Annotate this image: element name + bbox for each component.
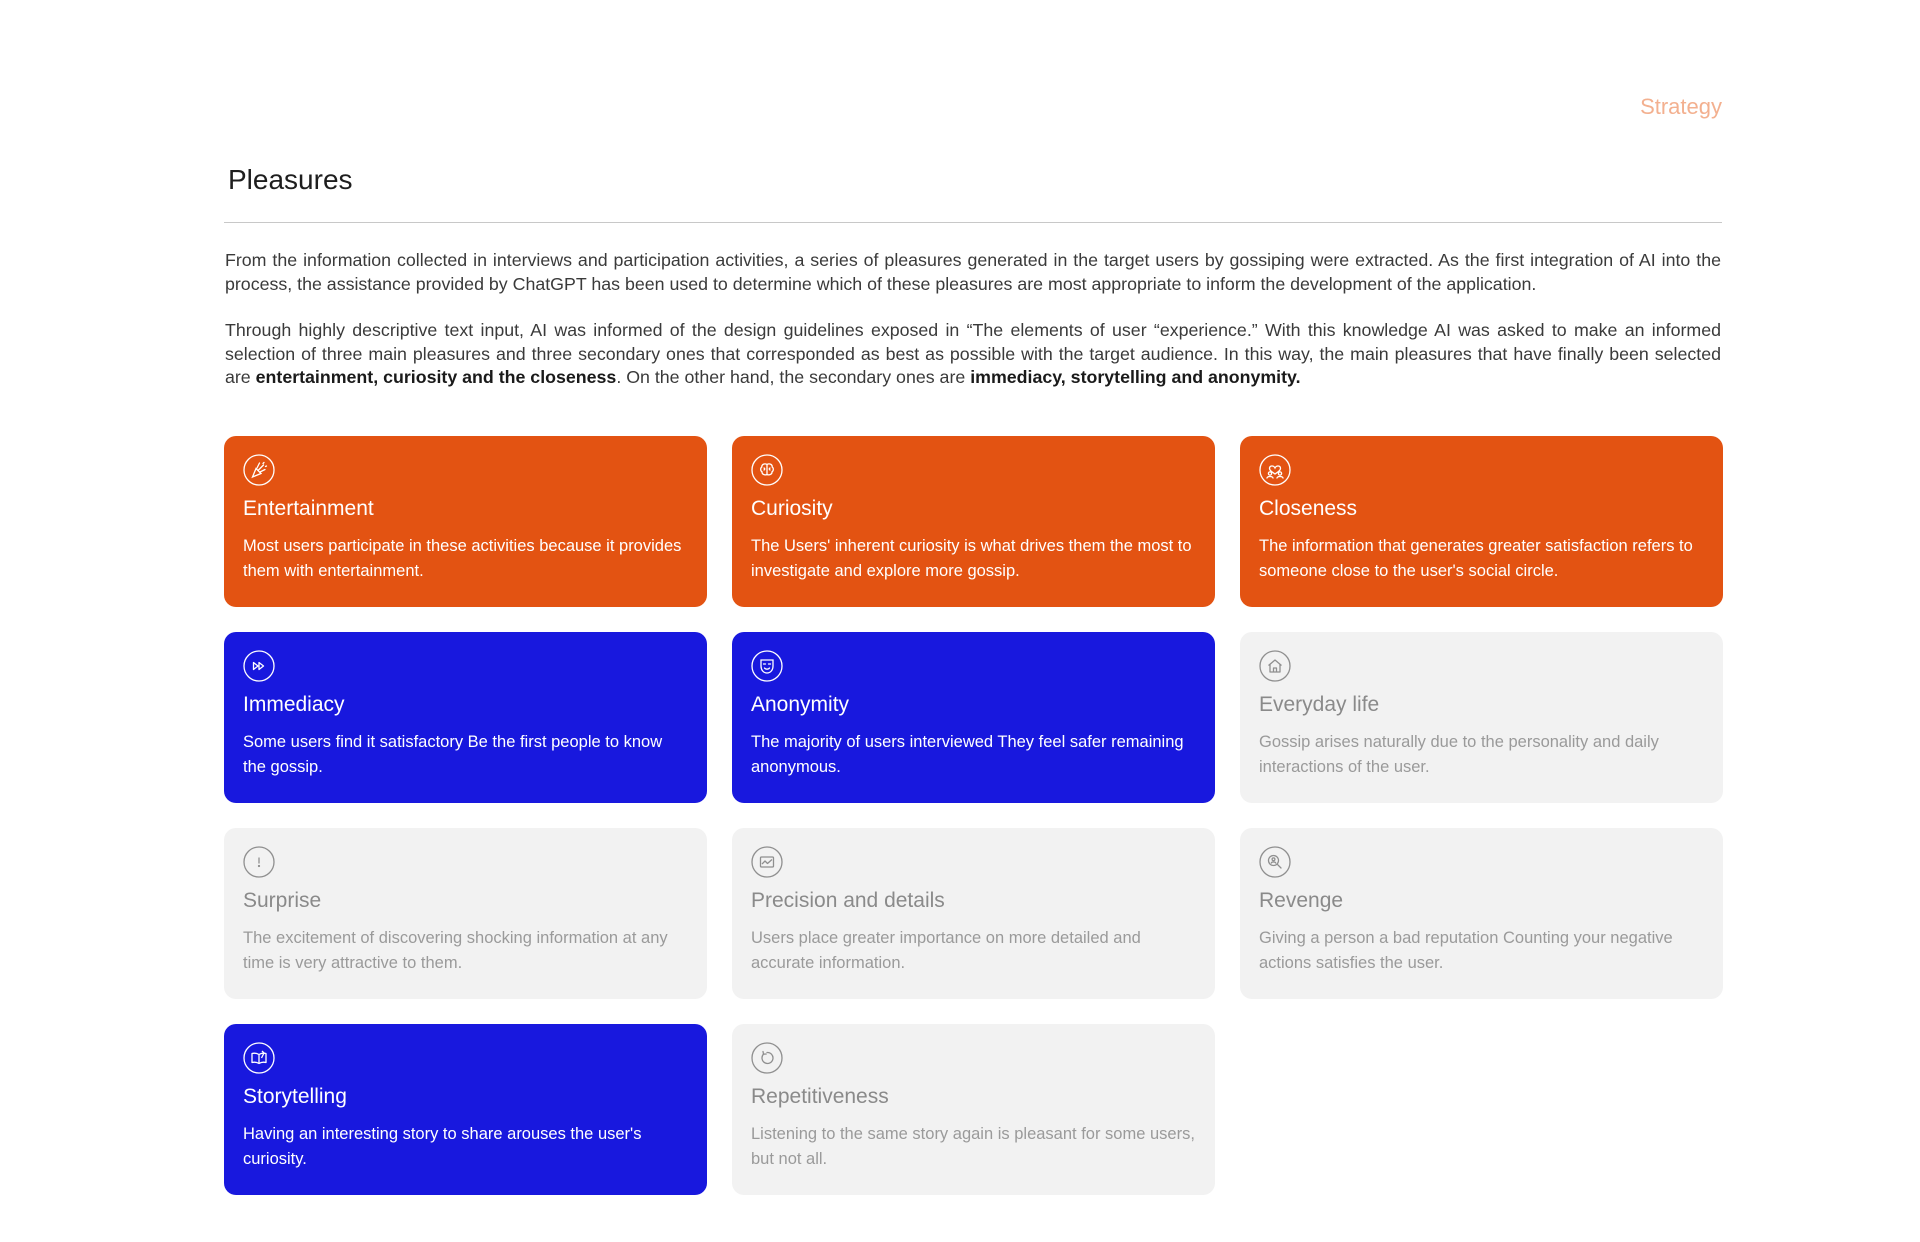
- title-divider: [224, 222, 1722, 223]
- house-icon: [1259, 650, 1291, 682]
- intro-secondary-pleasures: immediacy, storytelling and anonymity.: [970, 367, 1301, 387]
- card-surprise: [224, 828, 707, 999]
- intro-paragraph-2: [225, 319, 1721, 390]
- card-curiosity: [732, 436, 1215, 607]
- card-title: Revenge: [1259, 889, 1344, 912]
- repeat-icon: [751, 1042, 783, 1074]
- exclamation-icon: [243, 846, 275, 878]
- card-description: The excitement of discovering shocking information at any time is very attractive to them.: [243, 929, 668, 972]
- card-title: Repetitiveness: [751, 1085, 889, 1108]
- card-immediacy: [224, 632, 707, 803]
- section-label: Strategy: [1640, 94, 1722, 119]
- card-precision-and-details: [732, 828, 1215, 999]
- page-title: Pleasures: [228, 164, 353, 195]
- intro-p2-middle: . On the other hand, the secondary ones are: [616, 367, 971, 387]
- intro-main-pleasures: entertainment, curiosity and the closeness: [255, 367, 617, 387]
- card-title: Surprise: [243, 889, 322, 912]
- pleasures-grid: [224, 436, 1723, 1195]
- card-revenge: [1240, 828, 1723, 999]
- card-description: Some users find it satisfactory Be the first people to know the gossip.: [243, 733, 663, 776]
- card-description: The Users' inherent curiosity is what drives them the most to investigate and explore more gossip.: [751, 537, 1192, 580]
- brain-icon: [751, 454, 783, 486]
- card-storytelling: [224, 1024, 707, 1195]
- card-closeness: [1240, 436, 1723, 607]
- card-title: Entertainment: [243, 497, 374, 520]
- card-description: The majority of users interviewed They feel safer remaining anonymous.: [751, 733, 1184, 776]
- intro-p2-start: Through highly descriptive text input, AI was informed of the design guidelines exposed in “The elements of user “experience.” With this knowledge AI was asked to make an informed selection of three main pleasures and three secondary ones that corresponded as best as possible with the target audience. In this way, the main pleasures that have finally been selected are: [225, 320, 1721, 387]
- card-title: Immediacy: [243, 693, 345, 716]
- card-title: Storytelling: [243, 1085, 347, 1108]
- people-heart-icon: [1259, 454, 1291, 486]
- card-description: Giving a person a bad reputation Counting your negative actions satisfies the user.: [1259, 929, 1673, 972]
- intro-text: [225, 249, 1721, 413]
- mask-icon: [751, 650, 783, 682]
- card-description: Gossip arises naturally due to the personality and daily interactions of the user.: [1259, 733, 1659, 776]
- fast-forward-icon: [243, 650, 275, 682]
- card-description: The information that generates greater satisfaction refers to someone close to the user's social circle.: [1259, 537, 1693, 580]
- card-entertainment: [224, 436, 707, 607]
- card-everyday-life: [1240, 632, 1723, 803]
- card-anonymity: [732, 632, 1215, 803]
- card-title: Closeness: [1259, 497, 1358, 520]
- card-title: Precision and details: [751, 889, 945, 912]
- card-title: Curiosity: [751, 497, 833, 520]
- search-person-icon: [1259, 846, 1291, 878]
- party-popper-icon: [243, 454, 275, 486]
- card-title: Everyday life: [1259, 693, 1380, 716]
- book-icon: [243, 1042, 275, 1074]
- card-description: Most users participate in these activities because it provides them with entertainment.: [243, 537, 682, 580]
- card-description: Having an interesting story to share arouses the user's curiosity.: [243, 1125, 642, 1168]
- card-description: Users place greater importance on more detailed and accurate information.: [751, 929, 1141, 972]
- card-title: Anonymity: [751, 693, 850, 716]
- chart-icon: [751, 846, 783, 878]
- card-repetitiveness: [732, 1024, 1215, 1195]
- intro-paragraph-1: From the information collected in interviews and participation activities, a series of pleasures generated in the target users by gossiping were extracted. As the first integration of AI into the process, the assistance provided by ChatGPT has been used to determine which of these pleasures are most appropriate to inform the development of the application.: [225, 250, 1721, 294]
- card-description: Listening to the same story again is pleasant for some users, but not all.: [751, 1125, 1195, 1168]
